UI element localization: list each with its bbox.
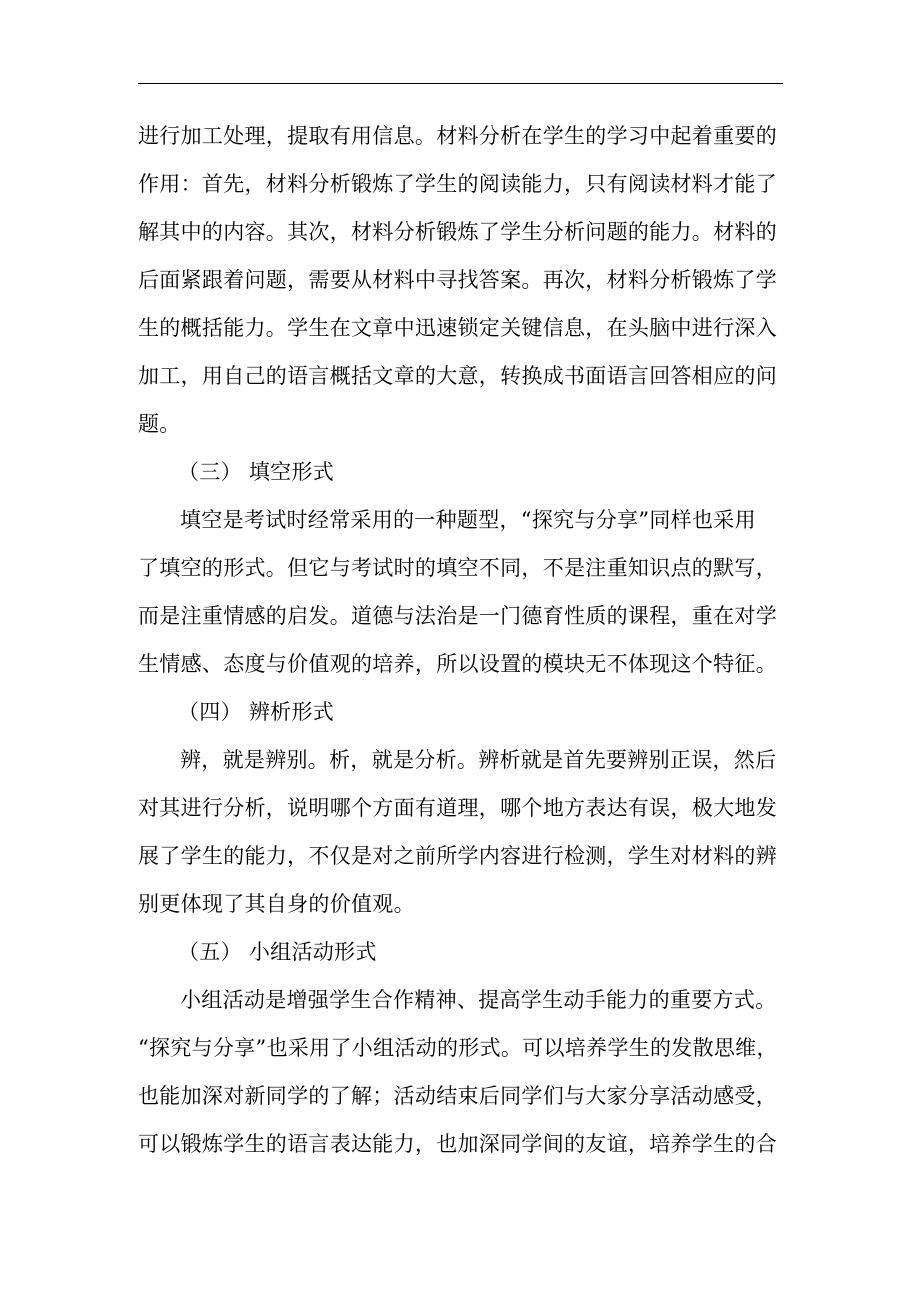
text-line: 别更体现了其自身的价值观。 — [138, 892, 415, 916]
text-line: 生情感、态度与价值观的培养，所以设置的模块无不体现这个特征。 — [138, 652, 777, 676]
section-heading: （三） 填空形式 — [178, 460, 335, 484]
text-line: 后面紧跟着问题，需要从材料中寻找答案。再次，材料分析锻炼了学 — [138, 268, 777, 292]
text-line: 了填空的形式。但它与考试时的填空不同，不是注重知识点的默写， — [138, 556, 777, 580]
header-rule — [138, 83, 783, 84]
text-line: 加工，用自己的语言概括文章的大意，转换成书面语言回答相应的问 — [138, 364, 777, 388]
section-heading: （五） 小组活动形式 — [178, 940, 377, 964]
text-line: 展了学生的能力，不仅是对之前所学内容进行检测，学生对材料的辨 — [138, 844, 777, 868]
text-line: 也能加深对新同学的了解；活动结束后同学们与大家分享活动感受， — [138, 1084, 777, 1108]
text-line: 进行加工处理，提取有用信息。材料分析在学生的学习中起着重要的 — [138, 124, 777, 148]
section-heading: （四） 辨析形式 — [178, 700, 335, 724]
text-line: 作用：首先，材料分析锻炼了学生的阅读能力，只有阅读材料才能了 — [138, 172, 777, 196]
text-line: 题。 — [138, 412, 181, 436]
text-line: 解其中的内容。其次，材料分析锻炼了学生分析问题的能力。材料的 — [138, 220, 777, 244]
text-line: 生的概括能力。学生在文章中迅速锁定关键信息，在头脑中进行深入 — [138, 316, 777, 340]
text-line: “探究与分享”也采用了小组活动的形式。可以培养学生的发散思维， — [138, 1036, 778, 1060]
text-line: 填空是考试时经常采用的一种题型，“探究与分享”同样也采用 — [180, 508, 756, 532]
text-line: 辨，就是辨别。析，就是分析。辨析就是首先要辨别正误，然后 — [180, 748, 777, 772]
text-line: 可以锻炼学生的语言表达能力，也加深同学间的友谊，培养学生的合 — [138, 1132, 777, 1156]
text-line: 小组活动是增强学生合作精神、提高学生动手能力的重要方式。 — [180, 988, 777, 1012]
text-line: 对其进行分析，说明哪个方面有道理，哪个地方表达有误，极大地发 — [138, 796, 777, 820]
text-line: 而是注重情感的启发。道德与法治是一门德育性质的课程，重在对学 — [138, 604, 777, 628]
